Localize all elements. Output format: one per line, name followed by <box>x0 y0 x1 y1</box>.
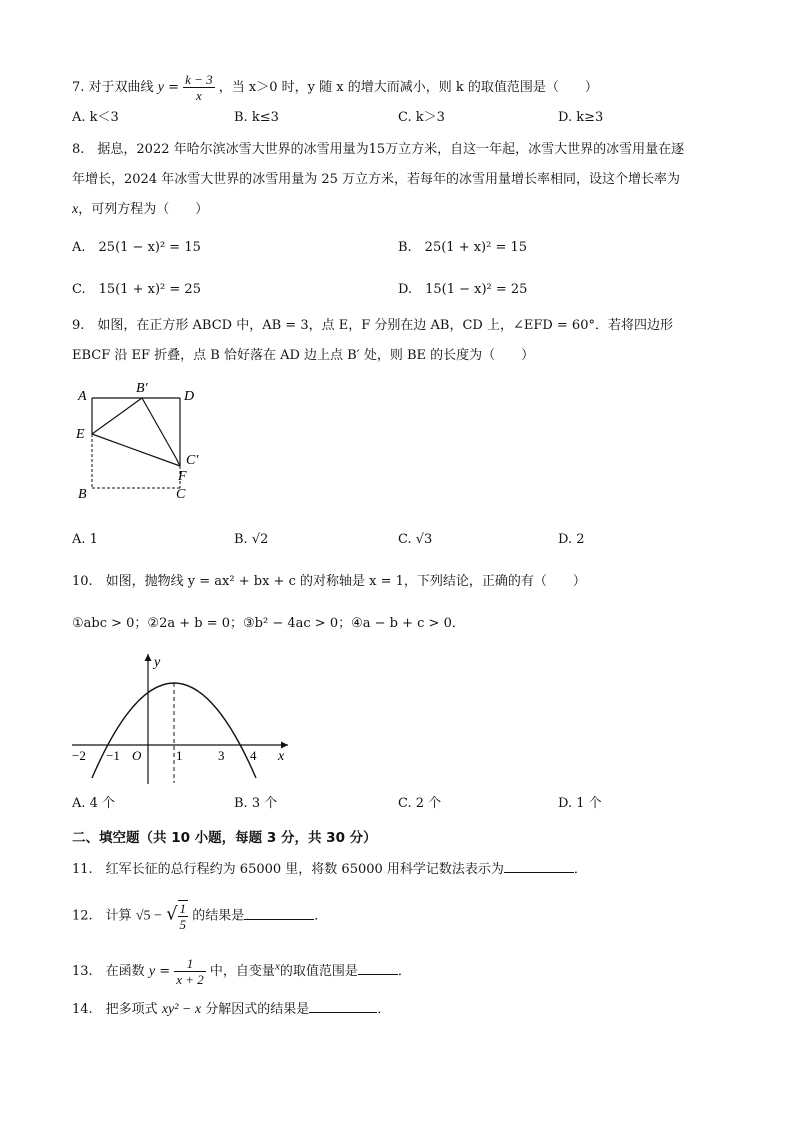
label-e: E <box>76 427 85 442</box>
q7-text-pre: 对于双曲线 <box>88 80 154 95</box>
q10-figure <box>70 648 295 788</box>
q14-text-post: 分解因式的结果是 <box>205 1002 310 1017</box>
label-origin: O <box>132 748 142 763</box>
label-c: C <box>176 487 186 502</box>
q14-text-pre: 14. 把多项式 <box>72 1002 158 1017</box>
q10-option-b[interactable]: B. 3 个 <box>234 796 278 811</box>
q11-end: ． <box>573 862 587 877</box>
crease-ef <box>92 434 180 466</box>
q10-line-1: 10. 如图，抛物线 y = ax² + bx + c 的对称轴是 x = 1，下列结论，正确的有（ ） <box>72 574 586 589</box>
q11-text: 11. 红军长征的总行程约为 65000 里，将数 65000 用科学记数法表示为 <box>72 862 504 877</box>
q10-option-d[interactable]: D. 1 个 <box>558 796 602 811</box>
q9-figure <box>70 378 220 508</box>
label-x: x <box>278 749 285 764</box>
q8-line-3 <box>72 200 208 220</box>
q7-fraction <box>183 72 215 103</box>
q9-option-a[interactable]: A. 1 <box>72 532 98 547</box>
label-d: D <box>184 389 195 404</box>
q7-option-d[interactable]: D. k≥3 <box>558 110 604 125</box>
tick-minus-2: −2 <box>72 748 86 763</box>
q13-fraction <box>174 956 206 987</box>
q12-stem <box>72 900 327 932</box>
q12-frac-num: 1 <box>179 901 187 916</box>
tick-4: 4 <box>250 748 257 763</box>
label-b-prime: B′ <box>136 381 148 396</box>
q12-answer-blank[interactable] <box>244 905 314 920</box>
q13-frac-num: 1 <box>174 956 206 972</box>
q11-answer-blank[interactable] <box>504 858 574 873</box>
label-b: B <box>78 487 87 502</box>
q13-answer-blank[interactable] <box>358 960 398 975</box>
q12-text-post: 的结果是 <box>192 908 245 924</box>
q12-fraction <box>178 900 189 932</box>
q8-option-d[interactable]: D. 15(1 − x)² = 25 <box>398 282 528 297</box>
label-c-prime: C′ <box>186 453 199 468</box>
q12-text-pre: 12. 计算 <box>72 908 132 924</box>
q7-frac-num: k − 3 <box>185 72 213 87</box>
label-f: F <box>178 469 187 484</box>
tick-1: 1 <box>176 748 183 763</box>
q13-text-post: 中，自变量 <box>209 964 275 979</box>
q11-stem <box>72 858 587 880</box>
q13-equals: = <box>159 964 171 979</box>
tick-3: 3 <box>218 748 225 763</box>
q12-expression: √5 − <box>135 908 162 924</box>
q12-frac-den: 5 <box>179 917 187 932</box>
q14-end: ． <box>377 1002 391 1017</box>
q7-option-b[interactable]: B. k≤3 <box>234 110 279 125</box>
label-a: A <box>78 389 87 404</box>
q13-var-x: x <box>274 960 280 973</box>
q7-var-y: y <box>157 80 164 95</box>
q8-line-3-text: ，可列方程为（ ） <box>78 202 209 217</box>
q8-line-2: 年增长，2024 年冰雪大世界的冰雪用量为 25 万立方米，若每年的冰雪用量增长率相同，设这个增长率为 <box>72 172 681 187</box>
tick-minus-1: −1 <box>106 748 120 763</box>
label-y: y <box>154 655 161 670</box>
section-2-heading: 二、填空题（共 10 小题，每题 3 分，共 30 分） <box>72 830 377 846</box>
q9-line-2: EBCF 沿 EF 折叠，点 B 恰好落在 AD 边上点 B′ 处，则 BE 的长度为（ ） <box>72 348 535 363</box>
q14-stem <box>72 998 390 1020</box>
q8-option-a[interactable]: A. 25(1 − x)² = 15 <box>72 240 201 255</box>
q12-sqrt-sign: √ <box>166 903 178 925</box>
q14-answer-blank[interactable] <box>309 998 377 1013</box>
q9-line-1: 9. 如图，在正方形 ABCD 中，AB = 3，点 E，F 分别在边 AB，CD 上，∠EFD = 60°．若将四边形 <box>72 318 673 333</box>
q9-option-c[interactable]: C. √3 <box>398 532 433 547</box>
q13-text-pre: 13. 在函数 <box>72 964 145 979</box>
q10-line-2: ①abc > 0；②2a + b = 0；③b² − 4ac > 0；④a − b + c > 0． <box>72 616 465 631</box>
q8-option-b[interactable]: B. 25(1 + x)² = 15 <box>398 240 528 255</box>
q13-frac-den: x + 2 <box>176 972 204 987</box>
q14-expression: xy² − x <box>161 1002 202 1017</box>
q12-end: ． <box>314 908 328 924</box>
q13-text-post-2: 的取值范围是 <box>279 964 358 979</box>
q7-text-post: ，当 x＞0 时，y 随 x 的增大而减小，则 k 的取值范围是（ ） <box>218 80 598 95</box>
q10-option-c[interactable]: C. 2 个 <box>398 796 442 811</box>
q7-option-a[interactable]: A. k＜3 <box>72 110 119 125</box>
q7-number: 7. <box>72 80 85 95</box>
q7-equals: = <box>168 80 179 95</box>
q8-line-1: 8. 据息，2022 年哈尔滨冰雪大世界的冰雪用量为15万立方米，自这一年起，冰雪大世界的冰雪用量在逐 <box>72 142 685 157</box>
q9-option-d[interactable]: D. 2 <box>558 532 585 547</box>
q9-option-b[interactable]: B. √2 <box>234 532 269 547</box>
q13-var-y: y <box>148 964 156 979</box>
fold-bprime-cprime <box>142 398 176 458</box>
q10-option-a[interactable]: A. 4 个 <box>72 796 116 811</box>
q7-stem <box>72 72 598 103</box>
q8-option-c[interactable]: C. 15(1 + x)² = 25 <box>72 282 201 297</box>
q7-frac-den: x <box>195 88 202 103</box>
fold-eb-prime <box>92 398 142 434</box>
q8-var-x: x <box>72 202 79 217</box>
q13-stem <box>72 956 411 987</box>
q7-option-c[interactable]: C. k＞3 <box>398 110 445 125</box>
q13-end: ． <box>397 964 411 979</box>
